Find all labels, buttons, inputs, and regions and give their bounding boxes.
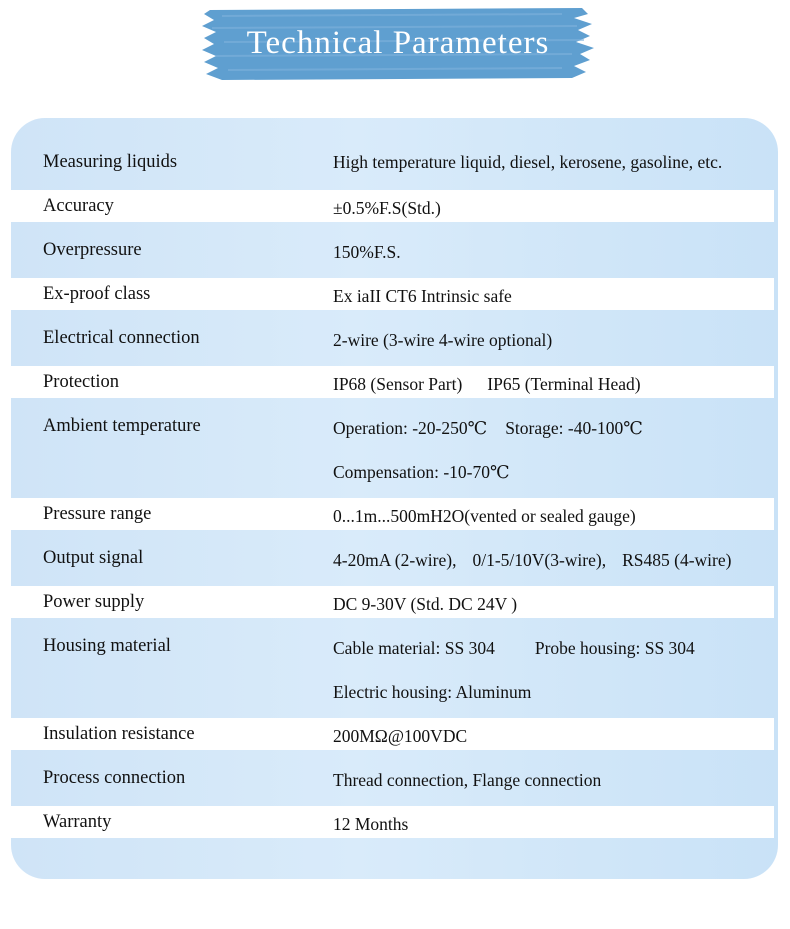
table-row xyxy=(11,750,774,806)
table-row xyxy=(11,718,774,750)
row-value: 0...1m...500mH2O(vented or sealed gauge) xyxy=(333,506,636,526)
row-value-line2: Electric housing: Aluminum xyxy=(333,682,532,702)
parameters-table xyxy=(11,118,778,879)
table-row xyxy=(11,278,774,310)
row-value: ±0.5%F.S(Std.) xyxy=(333,198,441,218)
row-label: Measuring liquids xyxy=(43,152,178,172)
row-value-part: Storage: -40-100℃ xyxy=(505,418,643,438)
row-value: DC 9-30V (Std. DC 24V ) xyxy=(333,594,518,614)
row-label: Pressure range xyxy=(43,504,152,524)
row-value-line2: Compensation: -10-70℃ xyxy=(333,462,510,482)
row-label: Accuracy xyxy=(43,196,114,216)
row-value: 200MΩ@100VDC xyxy=(333,726,468,746)
table-row xyxy=(11,310,774,366)
table-row xyxy=(11,146,774,190)
row-value: Ex iaII CT6 Intrinsic safe xyxy=(333,286,512,306)
row-label: Ambient temperature xyxy=(43,416,201,436)
row-value-part: IP68 (Sensor Part) xyxy=(333,374,463,394)
table-row xyxy=(11,498,774,530)
row-value-part: 0/1-5/10V(3-wire), xyxy=(472,550,607,570)
row-value-part: Operation: -20-250℃ xyxy=(333,418,488,438)
table-row xyxy=(11,806,774,838)
row-value-part: RS485 (4-wire) xyxy=(622,550,732,570)
row-value xyxy=(333,638,695,659)
row-value-part: Probe housing: SS 304 xyxy=(534,638,695,658)
row-label: Process connection xyxy=(43,768,186,788)
title-banner xyxy=(202,4,594,82)
row-label: Protection xyxy=(43,372,120,392)
row-value: 2-wire (3-wire 4-wire optional) xyxy=(333,330,553,350)
table-row xyxy=(11,222,774,278)
row-value: 12 Months xyxy=(333,814,409,834)
row-label: Ex-proof class xyxy=(43,284,151,304)
row-value-part: Cable material: SS 304 xyxy=(333,638,495,658)
row-value: 150%F.S. xyxy=(333,242,401,262)
row-value: Thread connection, Flange connection xyxy=(333,770,602,790)
table-row xyxy=(11,618,774,718)
row-value-part: 4-20mA (2-wire), xyxy=(333,550,457,570)
row-label: Power supply xyxy=(43,592,145,612)
table-row xyxy=(11,190,774,222)
row-label: Output signal xyxy=(43,548,144,568)
row-label: Overpressure xyxy=(43,240,142,260)
row-value xyxy=(333,418,643,439)
page-title: Technical Parameters xyxy=(246,24,550,61)
row-value xyxy=(333,550,731,571)
row-label: Warranty xyxy=(43,812,112,832)
table-row xyxy=(11,586,774,618)
row-value xyxy=(333,374,641,395)
row-label: Housing material xyxy=(43,636,171,656)
table-row xyxy=(11,398,774,498)
row-value-part: IP65 (Terminal Head) xyxy=(487,374,641,394)
table-row xyxy=(11,530,774,586)
row-value: High temperature liquid, diesel, kerosene, gasoline, etc. xyxy=(333,152,723,172)
row-label: Electrical connection xyxy=(43,328,200,348)
row-label: Insulation resistance xyxy=(43,724,195,744)
table-row xyxy=(11,366,774,398)
